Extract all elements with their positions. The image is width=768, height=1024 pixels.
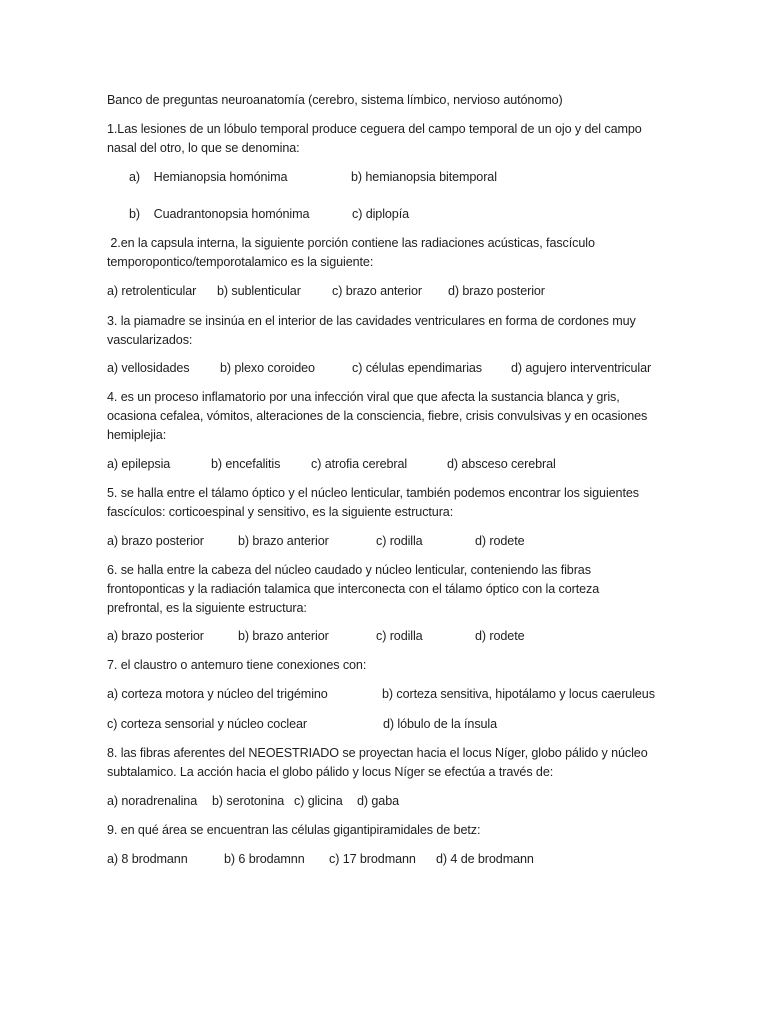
- answer-option: b) sublenticular: [217, 284, 301, 298]
- question-text-line: 1.Las lesiones de un lóbulo temporal produce ceguera del campo temporal de un ojo y del campo: [107, 122, 642, 136]
- answer-option: d) lóbulo de la ínsula: [383, 717, 498, 731]
- answer-option: b) Cuadrantonopsia homónima: [129, 207, 310, 221]
- answer-option: c) brazo anterior: [332, 284, 422, 298]
- answer-option: d) agujero interventricular: [511, 361, 652, 375]
- answer-option: c) atrofia cerebral: [311, 457, 408, 471]
- question-text-line: nasal del otro, lo que se denomina:: [107, 141, 300, 155]
- answer-option: c) células ependimarias: [352, 361, 482, 375]
- answer-option: a) Hemianopsia homónima: [129, 170, 288, 184]
- answer-option: c) glicina: [294, 794, 343, 808]
- answer-option: a) noradrenalina: [107, 794, 198, 808]
- answer-option: c) rodilla: [376, 629, 423, 643]
- answer-option: a) vellosidades: [107, 361, 190, 375]
- question-text-line: ocasiona cefalea, vómitos, alteraciones de la consciencia, fiebre, crisis convulsivas y en ocasiones: [107, 409, 648, 423]
- answer-option: b) corteza sensitiva, hipotálamo y locus caeruleus: [382, 687, 655, 701]
- answer-option: c) corteza sensorial y núcleo coclear: [107, 717, 307, 731]
- answer-option: b) hemianopsia bitemporal: [351, 170, 497, 184]
- question-text-line: 3. la piamadre se insinúa en el interior de las cavidades ventriculares en forma de cordones muy: [107, 314, 636, 328]
- question-text-line: 7. el claustro o antemuro tiene conexiones con:: [107, 658, 367, 672]
- answer-option: b) encefalitis: [211, 457, 281, 471]
- answer-option: d) rodete: [475, 534, 525, 548]
- answer-option: d) 4 de brodmann: [436, 852, 534, 866]
- question-text-line: 5. se halla entre el tálamo óptico y el núcleo lenticular, también podemos encontrar los siguientes: [107, 486, 639, 500]
- answer-option: b) plexo coroideo: [220, 361, 315, 375]
- answer-option: a) epilepsia: [107, 457, 171, 471]
- question-text-line: 9. en qué área se encuentran las células gigantipiramidales de betz:: [107, 823, 481, 837]
- answer-option: a) corteza motora y núcleo del trigémino: [107, 687, 328, 701]
- answer-option: a) 8 brodmann: [107, 852, 188, 866]
- answer-option: a) brazo posterior: [107, 629, 204, 643]
- question-text-line: prefrontal, es la siguiente estructura:: [107, 601, 307, 615]
- answer-option: c) rodilla: [376, 534, 423, 548]
- answer-option: b) brazo anterior: [238, 534, 329, 548]
- answer-option: b) brazo anterior: [238, 629, 329, 643]
- question-text-line: frontoponticas y la radiación talamica que interconecta con el tálamo óptico con la corteza: [107, 582, 600, 596]
- answer-option: c) 17 brodmann: [329, 852, 416, 866]
- question-text-line: 2.en la capsula interna, la siguiente porción contiene las radiaciones acústicas, fascículo: [107, 236, 595, 250]
- answer-option: c) diplopía: [352, 207, 410, 221]
- question-text-line: hemiplejia:: [107, 428, 167, 442]
- question-text-line: temporopontico/temporotalamico es la siguiente:: [107, 255, 374, 269]
- question-text-line: vascularizados:: [107, 333, 193, 347]
- answer-option: d) rodete: [475, 629, 525, 643]
- answer-option: d) brazo posterior: [448, 284, 545, 298]
- question-text-line: 6. se halla entre la cabeza del núcleo caudado y núcleo lenticular, conteniendo las fibras: [107, 563, 591, 577]
- answer-option: b) serotonina: [212, 794, 285, 808]
- question-text-line: fascículos: corticoespinal y sensitivo, es la siguiente estructura:: [107, 505, 454, 519]
- answer-option: d) absceso cerebral: [447, 457, 556, 471]
- answer-option: a) brazo posterior: [107, 534, 204, 548]
- question-text-line: subtalamico. La acción hacia el globo pálido y locus Níger se efectúa a través de:: [107, 765, 554, 779]
- document-title: Banco de preguntas neuroanatomía (cerebro, sistema límbico, nervioso autónomo): [107, 93, 563, 107]
- question-text-line: 8. las fibras aferentes del NEOESTRIADO se proyectan hacia el locus Níger, globo pálido y núcleo: [107, 746, 648, 760]
- answer-option: d) gaba: [357, 794, 400, 808]
- question-text-line: 4. es un proceso inflamatorio por una infección viral que que afecta la sustancia blanca y gris,: [107, 390, 620, 404]
- answer-option: a) retrolenticular: [107, 284, 197, 298]
- answer-option: b) 6 brodamnn: [224, 852, 305, 866]
